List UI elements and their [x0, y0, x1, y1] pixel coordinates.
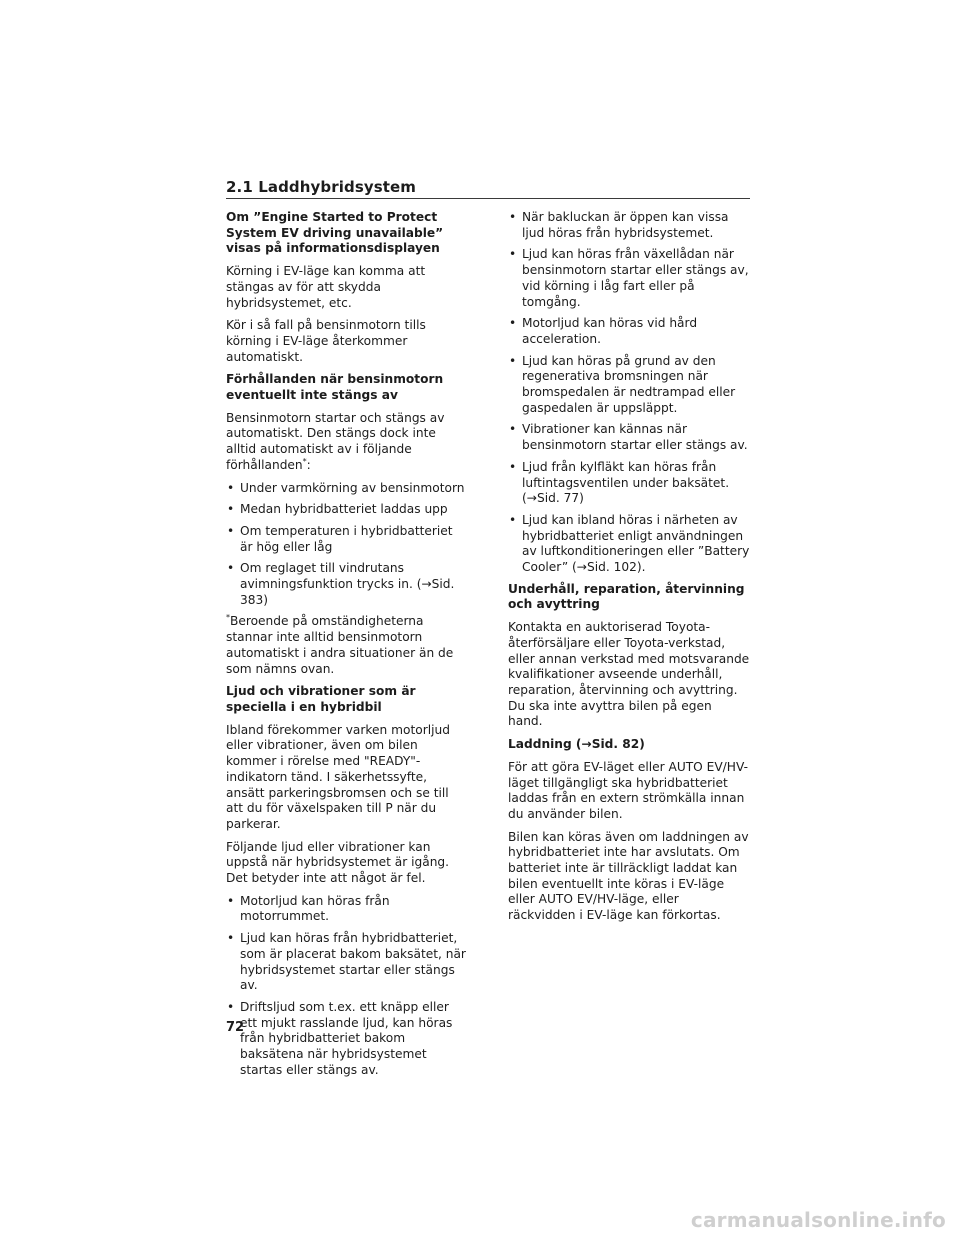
list-item: • Om reglaget till vindrutans avimningsfunktion trycks in. (→Sid. 383) [227, 561, 455, 607]
list-item: • Ljud kan höras från växellådan när bensinmotorn startar eller stängs av, vid körning i låg fart eller på tomgång. [509, 247, 749, 309]
footnote: *Beroende på omständigheterna stannar inte alltid bensinmotorn automatiskt i andra situationer än de som nämns ovan. [226, 613, 454, 676]
left-column [226, 210, 468, 1084]
list-item: • Medan hybridbatteriet laddas upp [227, 502, 448, 517]
list-item: • Ljud kan höras på grund av den regenerativa bromsningen när bromspedalen är nedtrampad eller gaspedalen är uppsläppt. [509, 353, 736, 415]
paragraph: Körning i EV-läge kan komma att stängas av för att skydda hybridsystemet, etc. [226, 264, 426, 310]
bullet: • [227, 480, 235, 495]
paragraph: För att göra EV-läget eller AUTO EV/HV-läget tillgängligt ska hybridbatteriet laddas från en extern strömkälla innan du använder bilen. [508, 759, 748, 821]
bullet: • [227, 999, 235, 1014]
list-item: • Ljud kan ibland höras i närheten av hybridbatteriet enligt användningen av luftkonditioneringen eller ”Battery Cooler” (→Sid. 102). [509, 512, 750, 575]
heading-sounds-vibrations: Ljud och vibrationer som är speciella i en hybridbil [226, 684, 416, 714]
bullet: • [227, 893, 235, 908]
list-item: • Driftsljud som t.ex. ett knäpp eller ett mjukt rasslande ljud, kan höras från hybridbatteriet bakom baksätena när hybridsystemet startas eller stängs av. [227, 999, 453, 1077]
bullet: • [227, 561, 235, 576]
paragraph: Kontakta en auktoriserad Toyota-återförsäljare eller Toyota-verkstad, eller annan verkstad med motsvarande kvalifikationer avseende underhåll, reparation, återvinning och avyttring. Du ska inte avyttra bilen på egen hand. [508, 620, 750, 729]
paragraph-auto-stop: Bensinmotorn startar och stängs av automatiskt. Den stängs dock inte alltid automatiskt av i följande förhållanden*: [226, 410, 445, 472]
page-number: 72 [226, 1020, 245, 1035]
heading-maintenance: Underhåll, reparation, återvinning och avyttring [508, 581, 745, 612]
list-item: • Under varmkörning av bensinmotorn [227, 480, 465, 495]
list-item: • Ljud kan höras från hybridbatteriet, som är placerat bakom baksätet, när hybridsystemet startar eller stängs av. [227, 931, 466, 993]
section-header [226, 178, 750, 199]
bullet: • [509, 316, 517, 331]
bullet: • [509, 247, 517, 262]
list-item: • Vibrationer kan kännas när bensinmotorn startar eller stängs av. [509, 422, 748, 453]
heading-charging: Laddning (→Sid. 82) [508, 737, 645, 752]
bullet: • [227, 931, 235, 946]
list-item: • Ljud från kylfläkt kan höras från luftintagsventilen under baksätet. (→Sid. 77) [509, 459, 730, 506]
bullet: • [509, 512, 517, 527]
list-item: • När bakluckan är öppen kan vissa ljud höras från hybridsystemet. [509, 210, 729, 240]
list-item: • Motorljud kan höras vid hård acceleration. [509, 316, 698, 346]
heading-engine-started: Om ”Engine Started to Protect System EV driving unavailable” visas på informationsdisplayen [226, 210, 444, 256]
paragraph: Följande ljud eller vibrationer kan uppstå när hybridsystemet är igång. Det betyder inte att något är fel. [226, 839, 450, 886]
watermark: carmanualsonline.info [690, 1208, 946, 1232]
bullet: • [509, 422, 517, 437]
right-column [508, 210, 750, 931]
section-title: 2.1 Laddhybridsystem [226, 178, 417, 196]
paragraph: Ibland förekommer varken motorljud eller vibrationer, även om bilen kommer i rörelse med "READY"-indikatorn tänd. I säkerhetssyfte, ansätt parkeringsbromsen och se till att du för växelspaken till P när du parkerar. [226, 722, 450, 831]
bullet: • [227, 502, 235, 517]
list-item: • Motorljud kan höras från motorrummet. [227, 893, 390, 924]
bullet: • [509, 210, 517, 224]
bullet: • [509, 459, 517, 474]
bullet: • [227, 523, 235, 538]
bullet: • [509, 353, 517, 368]
heading-conditions: Förhållanden när bensinmotorn eventuellt inte stängs av [226, 372, 444, 403]
paragraph: Kör i så fall på bensinmotorn tills körning i EV-läge återkommer automatiskt. [226, 318, 426, 364]
paragraph: Bilen kan köras även om laddningen av hybridbatteriet inte har avslutats. Om batteriet inte är tillräckligt laddat kan bilen eventuellt inte köras i EV-läge eller AUTO EV/HV-läge, eller räckvidden i EV-läge kan förkortas. [508, 829, 749, 923]
list-item: • Om temperaturen i hybridbatteriet är hög eller låg [227, 523, 453, 554]
